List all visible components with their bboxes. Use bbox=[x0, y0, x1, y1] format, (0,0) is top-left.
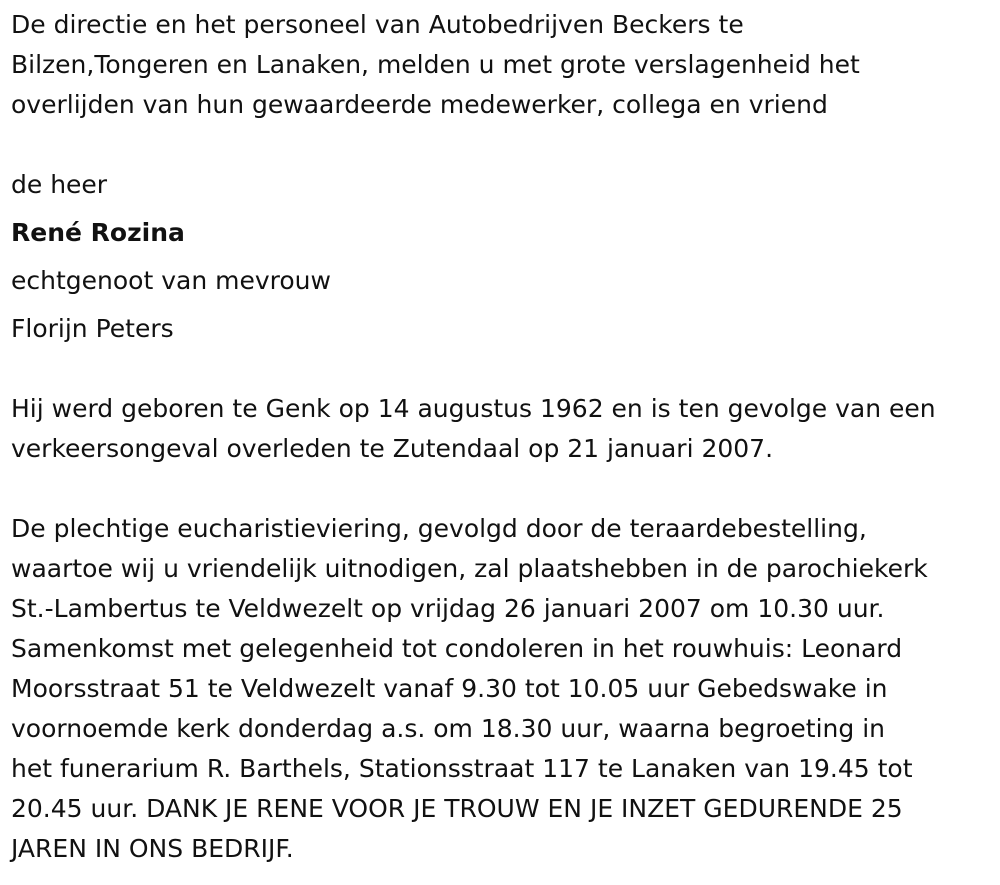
ceremony-line: 20.45 uur. DANK JE RENE VOOR JE TROUW EN JE INZET GEDURENDE 25 bbox=[11, 794, 903, 823]
ceremony-line: het funerarium R. Barthels, Stationsstraat 117 te Lanaken van 19.45 tot bbox=[11, 754, 913, 783]
intro-line: overlijden van hun gewaardeerde medewerker, collega en vriend bbox=[11, 90, 828, 119]
ceremony-line: voornoemde kerk donderdag a.s. om 18.30 uur, waarna begroeting in bbox=[11, 714, 885, 743]
ceremony-line: Moorsstraat 51 te Veldwezelt vanaf 9.30 tot 10.05 uur Gebedswake in bbox=[11, 674, 888, 703]
name-block bbox=[11, 165, 1000, 349]
birth-death-paragraph bbox=[11, 389, 1000, 469]
title-prefix: de heer bbox=[11, 170, 108, 199]
spouse-line-1: echtgenoot van mevrouw bbox=[11, 266, 331, 295]
ceremony-paragraph bbox=[11, 509, 1000, 869]
ceremony-line: Samenkomst met gelegenheid tot condoleren in het rouwhuis: Leonard bbox=[11, 634, 903, 663]
intro-line: Bilzen,Tongeren en Lanaken, melden u met grote verslagenheid het bbox=[11, 50, 860, 79]
intro-paragraph bbox=[11, 5, 1000, 125]
birth-death-line: verkeersongeval overleden te Zutendaal op 21 januari 2007. bbox=[11, 434, 774, 463]
spouse-name: Florijn Peters bbox=[11, 314, 174, 343]
deceased-name: René Rozina bbox=[11, 218, 185, 247]
intro-line: De directie en het personeel van Autobedrijven Beckers te bbox=[11, 10, 744, 39]
birth-death-line: Hij werd geboren te Genk op 14 augustus 1962 en is ten gevolge van een bbox=[11, 394, 936, 423]
ceremony-line: De plechtige eucharistieviering, gevolgd door de teraardebestelling, bbox=[11, 514, 867, 543]
ceremony-line: JAREN IN ONS BEDRIJF. bbox=[11, 834, 294, 863]
ceremony-line: waartoe wij u vriendelijk uitnodigen, zal plaatshebben in de parochiekerk bbox=[11, 554, 928, 583]
ceremony-line: St.-Lambertus te Veldwezelt op vrijdag 26 januari 2007 om 10.30 uur. bbox=[11, 594, 885, 623]
